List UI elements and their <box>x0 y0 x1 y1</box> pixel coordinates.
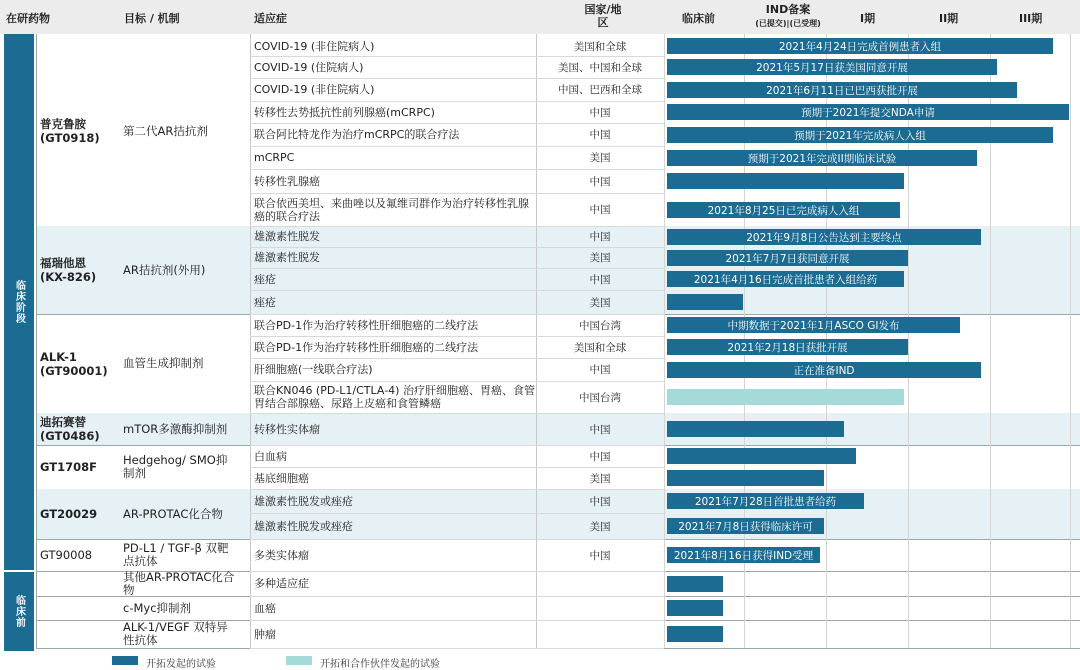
progress-bar: 中期数据于2021年1月ASCO GI发布 <box>667 317 960 333</box>
progress-bar <box>667 389 904 405</box>
progress-bar: 预期于2021年完成II期临床试验 <box>667 150 977 166</box>
drug-name: ALK-1 <box>40 349 77 364</box>
region-cell: 美国、中国和全球 <box>558 61 642 74</box>
indication-cell: 雄激素性脱发 <box>254 230 320 243</box>
drug-mechanism: ALK-1/VEGF 双特异性抗体 <box>123 620 228 647</box>
drug-mechanism: 血管生成抑制剂 <box>123 356 204 370</box>
indication-cell: 白血病 <box>254 449 287 463</box>
progress-bar <box>667 600 723 616</box>
indication-cell: 联合PD-1作为治疗转移性肝细胞癌的二线疗法 <box>254 318 479 332</box>
region-cell: 中国、巴西和全球 <box>558 84 642 96</box>
legend-label-partner: 开拓和合作伙伴发起的试验 <box>320 659 440 670</box>
progress-bar <box>667 294 743 310</box>
indication-cell: 痤疮 <box>254 272 276 286</box>
progress-bar <box>667 626 723 642</box>
drug-mechanism: c-Myc抑制剂 <box>123 600 192 615</box>
drug-code: (GT0918) <box>40 131 100 145</box>
phase-gridline <box>664 34 665 648</box>
region-cell: 中国 <box>589 549 611 562</box>
row-divider <box>250 648 664 649</box>
region-cell: 中国 <box>589 129 611 141</box>
progress-bar: 2021年8月25日已完成病人入组 <box>667 202 900 218</box>
indication-cell: 转移性去势抵抗性前列腺癌(mCRPC) <box>254 105 435 119</box>
header-phase3: III期 <box>1019 12 1043 25</box>
header-phase2: II期 <box>939 12 959 25</box>
drug-name: GT90008 <box>40 548 93 562</box>
drug-name: GT1708F <box>40 460 97 474</box>
col-divider <box>36 34 37 648</box>
region-cell: 美国和全球 <box>573 40 627 53</box>
header-ind: IND备案 <box>765 3 811 16</box>
drug-mechanism: mTOR多激酶抑制剂 <box>123 421 228 436</box>
progress-bar <box>667 448 856 464</box>
region-cell: 中国 <box>589 106 611 119</box>
indication-cell: 基底细胞癌 <box>254 471 309 485</box>
region-cell: 中国台湾 <box>579 391 621 404</box>
region-cell <box>536 620 664 648</box>
indication-cell: 雄激素性脱发 <box>254 251 320 264</box>
header-mechanism: 目标 / 机制 <box>124 12 180 25</box>
progress-bar <box>667 576 723 592</box>
region-cell: 中国 <box>589 204 611 216</box>
drug-code: (GT0486) <box>40 429 100 443</box>
indication-cell: 痤疮 <box>254 295 276 309</box>
progress-bar <box>667 173 904 189</box>
header-drug: 在研药物 <box>6 12 50 25</box>
indication-cell: 联合PD-1作为治疗转移性肝细胞癌的二线疗法 <box>254 340 479 354</box>
indication-cell: 联合依西美坦、来曲唑以及氟维司群作为治疗转移性乳腺癌的联合疗法 <box>254 196 529 223</box>
progress-bar: 2021年9月8日公告达到主要终点 <box>667 229 981 245</box>
section-clinical: 临床阶段 <box>4 34 34 570</box>
indication-cell: COVID-19 (非住院病人) <box>254 39 375 53</box>
drug-name: 普克鲁胺 <box>40 117 86 131</box>
drug-name-cell <box>40 571 120 596</box>
progress-bar: 2021年7月28日首批患者给药 <box>667 493 864 509</box>
region-cell: 中国 <box>589 175 611 188</box>
region-cell: 中国 <box>589 364 611 376</box>
indication-cell: 联合KN046 (PD-L1/CTLA-4) 治疗肝细胞癌、胃癌、食管胃结合部腺癌、尿路上皮癌和食管鳞癌 <box>254 384 535 410</box>
drug-name-cell <box>40 36 120 226</box>
drug-mechanism: 第二代AR拮抗剂 <box>123 123 208 138</box>
indication-cell: 转移性乳腺癌 <box>254 174 320 188</box>
legend-label-kintor: 开拓发起的试验 <box>146 659 216 670</box>
indication-cell: 血癌 <box>254 601 276 615</box>
progress-bar: 2021年5月17日获美国同意开展 <box>667 59 997 75</box>
region-cell: 中国 <box>589 273 611 286</box>
progress-bar: 预期于2021年完成病人入组 <box>667 127 1053 143</box>
region-cell: 美国 <box>589 252 611 264</box>
indication-cell: 多种适应症 <box>254 577 309 590</box>
region-cell <box>536 596 664 620</box>
region-cell: 美国和全球 <box>573 341 627 354</box>
region-cell: 中国台湾 <box>579 319 621 332</box>
drug-name-cell <box>40 596 120 620</box>
progress-bar: 2021年6月11日已巴西获批开展 <box>667 82 1017 98</box>
legend-swatch-partner <box>286 656 312 665</box>
progress-bar: 2021年7月8日获得临床许可 <box>667 518 824 534</box>
progress-bar: 2021年2月18日获批开展 <box>667 339 908 355</box>
drug-name-cell <box>40 445 120 489</box>
indication-cell: 雄激素性脱发或痤疮 <box>254 494 353 508</box>
region-cell: 中国 <box>589 450 611 463</box>
header-phase1: I期 <box>860 12 876 25</box>
progress-bar <box>667 470 824 486</box>
drug-name-cell <box>40 539 120 571</box>
progress-bar: 预期于2021年提交NDA申请 <box>667 104 1069 120</box>
region-cell: 美国 <box>589 472 611 485</box>
region-cell <box>536 571 664 596</box>
drug-name-cell <box>40 620 120 648</box>
progress-bar: 2021年8月16日获得IND受理 <box>667 547 820 563</box>
drug-mechanism: AR拮抗剂(外用) <box>123 262 206 277</box>
progress-bar: 正在准备IND <box>667 362 981 378</box>
drug-name-cell <box>40 413 120 445</box>
drug-code: (GT90001) <box>40 363 108 378</box>
indication-cell: 雄激素性脱发或痤疮 <box>254 519 353 533</box>
drug-name-cell <box>40 314 120 413</box>
drug-mechanism: 其他AR-PROTAC化合物 <box>123 569 235 597</box>
drug-name: 迪拓赛替 <box>40 415 86 429</box>
indication-cell: 多类实体瘤 <box>254 548 309 562</box>
region-cell: 中国 <box>589 423 611 436</box>
region-cell: 美国 <box>589 520 611 533</box>
drug-name-cell <box>40 226 120 314</box>
progress-bar: 2021年4月24日完成首例患者入组 <box>667 38 1053 54</box>
region-cell: 中国 <box>589 231 611 243</box>
phase-gridline <box>1070 34 1071 648</box>
indication-cell: 转移性实体瘤 <box>254 422 320 436</box>
progress-bar: 2021年7月7日获同意开展 <box>667 250 908 266</box>
header-region: 国家/地区 <box>584 3 622 29</box>
drug-mechanism: Hedgehog/ SMO抑制剂 <box>123 453 228 480</box>
progress-bar: 2021年4月16日完成首批患者入组给药 <box>667 271 904 287</box>
indication-cell: COVID-19 (非住院病人) <box>254 83 375 96</box>
progress-bar <box>667 421 844 437</box>
indication-cell: 联合阿比特龙作为治疗mCRPC的联合疗法 <box>254 128 460 141</box>
drug-name: GT20029 <box>40 507 98 521</box>
section-preclinical: 临床前 <box>4 572 34 651</box>
region-cell: 美国 <box>589 152 611 164</box>
drug-mechanism: PD-L1 / TGF-β 双靶点抗体 <box>123 541 229 568</box>
indication-cell: mCRPC <box>254 151 295 164</box>
header-ind-sub: (已提交)|(已受理) <box>755 19 821 28</box>
header-indication: 适应症 <box>254 12 287 25</box>
drug-mechanism: AR-PROTAC化合物 <box>123 506 223 521</box>
legend-swatch-kintor <box>112 656 138 665</box>
region-cell: 美国 <box>589 296 611 309</box>
indication-cell: 肝细胞癌(一线联合疗法) <box>254 363 373 376</box>
header-preclinical: 临床前 <box>682 12 715 25</box>
drug-name: 福瑞他恩 <box>40 256 86 270</box>
region-cell: 中国 <box>589 495 611 508</box>
drug-name-cell <box>40 489 120 539</box>
drug-code: (KX-826) <box>40 270 97 284</box>
indication-cell: 肿瘤 <box>254 627 276 641</box>
indication-cell: COVID-19 (住院病人) <box>254 60 364 74</box>
